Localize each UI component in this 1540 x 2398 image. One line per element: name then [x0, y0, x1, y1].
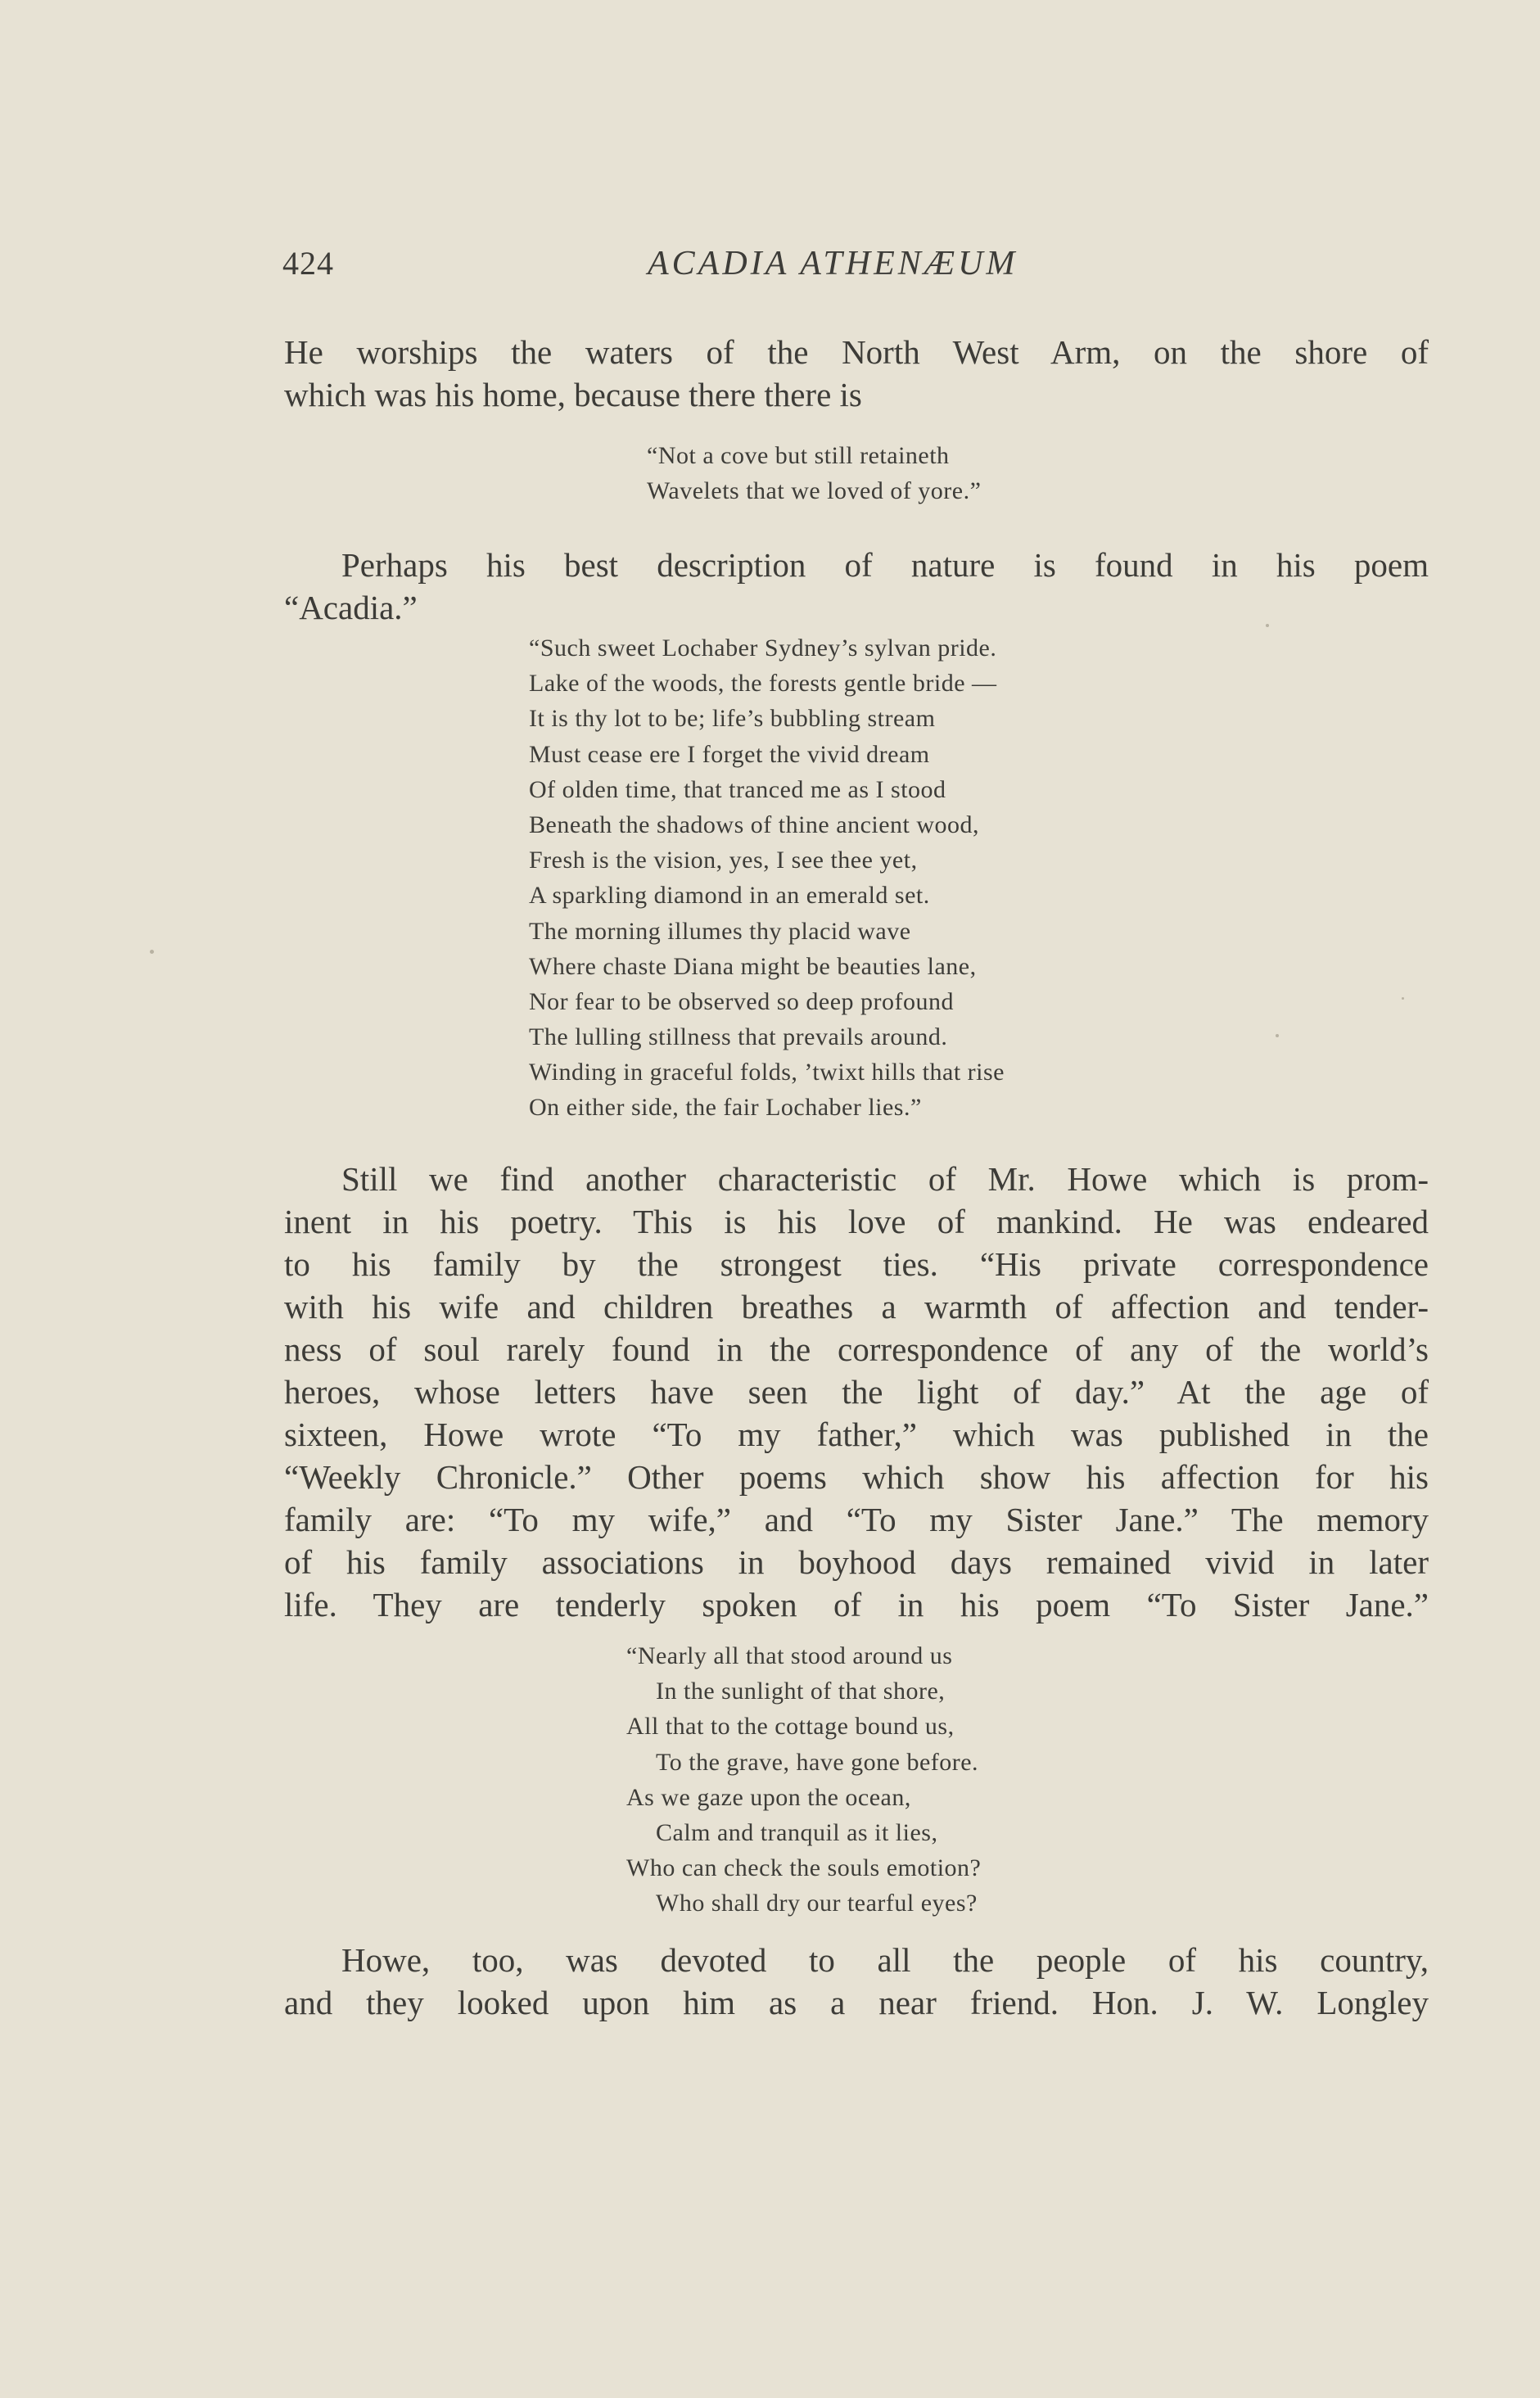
text-line: heroes, whose letters have seen the light of day.” At the age of — [284, 1373, 1429, 1411]
text-line: to his family by the strongest ties. “His private correspondence — [284, 1245, 1429, 1283]
text-line: of his family associations in boyhood days remained vivid in later — [284, 1543, 1429, 1581]
text-line: Perhaps his best description of nature is found in his poem — [341, 546, 1429, 584]
verse-line: Who can check the souls emotion? — [626, 1854, 982, 1882]
verse-quote-3 — [626, 1638, 981, 1922]
verse-line: Where chaste Diana might be beauties lane, — [529, 952, 977, 980]
paragraph-3 — [284, 1158, 1429, 1626]
page-header — [282, 244, 1429, 293]
verse-line: In the sunlight of that shore, — [656, 1678, 946, 1705]
page-number: 424 — [282, 245, 334, 282]
verse-line: “Nearly all that stood around us — [626, 1642, 953, 1669]
paper-speck — [1266, 624, 1269, 627]
text-line: He worships the waters of the North West Arm, on the shore of — [284, 333, 1429, 371]
paper-speck — [150, 950, 154, 954]
paragraph-1 — [284, 331, 1429, 416]
verse-line: Nor fear to be observed so deep profound — [529, 987, 954, 1015]
verse-line: On either side, the fair Lochaber lies.” — [529, 1094, 922, 1122]
text-line: inent in his poetry. This is his love of mankind. He was endeared — [284, 1203, 1429, 1240]
text-line: family are: “To my wife,” and “To my Sister Jane.” The memory — [284, 1501, 1429, 1538]
verse-line: A sparkling diamond in an emerald set. — [529, 882, 930, 910]
verse-line: Lake of the woods, the forests gentle bride — — [529, 670, 997, 698]
running-title: ACADIA ATHENÆUM — [648, 245, 1018, 282]
verse-line: It is thy lot to be; life’s bubbling stream — [529, 705, 936, 733]
verse-line: Wavelets that we loved of yore.” — [647, 477, 982, 505]
verse-quote-1 — [647, 438, 981, 508]
text-line: “Weekly Chronicle.” Other poems which show his affection for his — [284, 1458, 1429, 1496]
verse-line: Fresh is the vision, yes, I see thee yet, — [529, 847, 918, 874]
text-line: which was his home, because there there is — [284, 376, 862, 413]
verse-line: Beneath the shadows of thine ancient wood, — [529, 811, 980, 838]
text-line: and they looked upon him as a near friend. Hon. J. W. Longley — [284, 1984, 1429, 2021]
text-line: Still we find another characteristic of Mr. Howe which is prom- — [341, 1160, 1429, 1198]
text-line: life. They are tenderly spoken of in his poem “To Sister Jane.” — [284, 1586, 1429, 1624]
text-line: “Acadia.” — [284, 589, 418, 626]
verse-line: The morning illumes thy placid wave — [529, 917, 911, 945]
text-line: sixteen, Howe wrote “To my father,” which was published in the — [284, 1416, 1429, 1453]
text-line: Howe, too, was devoted to all the people of his country, — [341, 1941, 1429, 1979]
verse-line: As we gaze upon the ocean, — [626, 1783, 911, 1811]
verse-line: Must cease ere I forget the vivid dream — [529, 740, 930, 768]
verse-line: Of olden time, that tranced me as I stood — [529, 775, 946, 803]
paragraph-4 — [284, 1939, 1429, 2024]
verse-line: The lulling stillness that prevails around. — [529, 1023, 948, 1051]
verse-line: To the grave, have gone before. — [656, 1748, 979, 1776]
verse-line: Winding in graceful folds, ’twixt hills that rise — [529, 1059, 1005, 1086]
text-line: with his wife and children breathes a warmth of affection and tender- — [284, 1288, 1429, 1325]
paper-speck — [1402, 997, 1404, 1000]
verse-line: “Not a cove but still retaineth — [647, 442, 950, 469]
paper-speck — [1276, 1034, 1279, 1037]
verse-line: All that to the cottage bound us, — [626, 1713, 955, 1741]
verse-line: “Such sweet Lochaber Sydney’s sylvan pride. — [529, 634, 997, 662]
verse-quote-2 — [529, 630, 1005, 1126]
verse-line: Calm and tranquil as it lies, — [656, 1818, 938, 1846]
verse-line: Who shall dry our tearful eyes? — [656, 1890, 978, 1917]
paragraph-2 — [284, 544, 1429, 629]
text-line: ness of soul rarely found in the correspondence of any of the world’s — [284, 1330, 1429, 1368]
